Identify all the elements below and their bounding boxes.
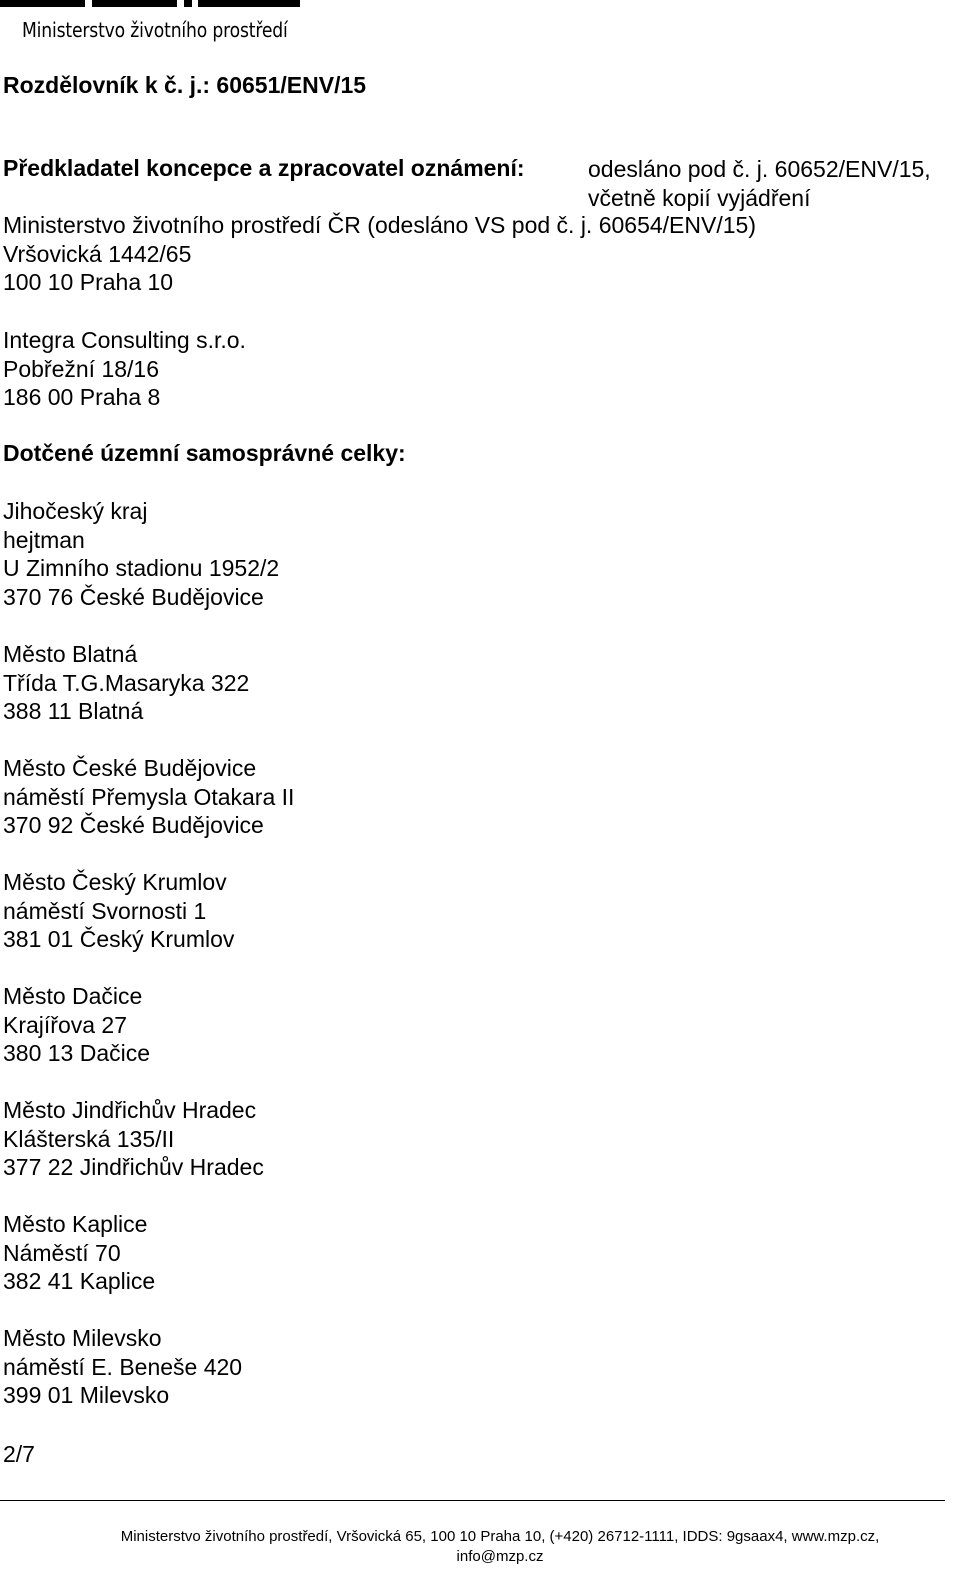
recipient-line: náměstí Přemysla Otakara II: [3, 783, 295, 810]
ministry-logo-text: Ministerstvo životního prostředí: [22, 18, 288, 42]
address-line: 100 10 Praha 10: [3, 269, 174, 296]
section-heading: Dotčené územní samosprávné celky:: [3, 440, 406, 466]
recipient-line: náměstí E. Beneše 420: [3, 1353, 243, 1380]
recipient-line: Město Kaplice: [3, 1211, 148, 1237]
recipient-block: [3, 1324, 242, 1410]
recipient-line: Město Jindřichův Hradec: [3, 1097, 257, 1123]
processor-address: [3, 326, 246, 412]
recipient-block: [3, 640, 249, 726]
recipient-line: Jihočeský kraj: [3, 498, 148, 524]
submitter-address: [3, 211, 756, 297]
sent-note: [588, 155, 931, 212]
recipient-line: Město Milevsko: [3, 1325, 162, 1351]
recipient-line: Třída T.G.Masaryka 322: [3, 669, 250, 696]
recipient-line: Náměstí 70: [3, 1239, 121, 1266]
submitter-heading: Předkladatel koncepce a zpracovatel oznámení:: [3, 155, 525, 181]
recipient-line: hejtman: [3, 526, 85, 553]
recipient-block: [3, 497, 279, 611]
recipient-line: Město České Budějovice: [3, 755, 257, 781]
header-logo-bars: [0, 0, 300, 8]
address-line: Integra Consulting s.r.o.: [3, 327, 246, 353]
sent-note-line: odesláno pod č. j. 60652/ENV/15,: [588, 156, 931, 182]
recipient-line: 388 11 Blatná: [3, 698, 144, 725]
recipient-line: Klášterská 135/II: [3, 1125, 175, 1152]
recipient-line: 377 22 Jindřichův Hradec: [3, 1154, 264, 1181]
recipient-line: Město Blatná: [3, 641, 138, 667]
page-number: 2/7: [3, 1441, 35, 1467]
footer-contact-line: Ministerstvo životního prostředí, Vršovická 65, 100 10 Praha 10, (+420) 26712-1111, IDDS: 9gsaax4, www.mzp.cz,: [120, 1528, 880, 1545]
recipient-line: 370 76 České Budějovice: [3, 583, 264, 610]
recipient-line: Město Český Krumlov: [3, 869, 227, 895]
recipient-line: 382 41 Kaplice: [3, 1268, 156, 1295]
document-title: Rozdělovník k č. j.: 60651/ENV/15: [3, 72, 367, 98]
footer-email: info@mzp.cz: [456, 1548, 544, 1565]
recipient-line: Město Dačice: [3, 983, 143, 1009]
recipient-block: [3, 982, 150, 1068]
recipient-line: 381 01 Český Krumlov: [3, 926, 235, 953]
address-line: Vršovická 1442/65: [3, 240, 192, 267]
footer-contact: [0, 1527, 960, 1567]
recipient-line: 399 01 Milevsko: [3, 1382, 170, 1409]
recipient-block: [3, 1096, 264, 1182]
recipient-block: [3, 868, 234, 954]
sent-note-line: včetně kopií vyjádření: [588, 184, 811, 211]
address-line: Pobřežní 18/16: [3, 355, 160, 382]
recipient-line: náměstí Svornosti 1: [3, 897, 207, 924]
recipient-line: U Zimního stadionu 1952/2: [3, 555, 280, 582]
recipient-block: [3, 754, 294, 840]
recipient-line: 370 92 České Budějovice: [3, 812, 264, 839]
recipient-line: 380 13 Dačice: [3, 1040, 151, 1067]
recipient-block: [3, 1210, 155, 1296]
address-line: Ministerstvo životního prostředí ČR (odesláno VS pod č. j. 60654/ENV/15): [3, 212, 756, 238]
address-line: 186 00 Praha 8: [3, 384, 161, 411]
recipient-line: Krajířova 27: [3, 1011, 128, 1038]
footer-divider: [0, 1500, 945, 1501]
